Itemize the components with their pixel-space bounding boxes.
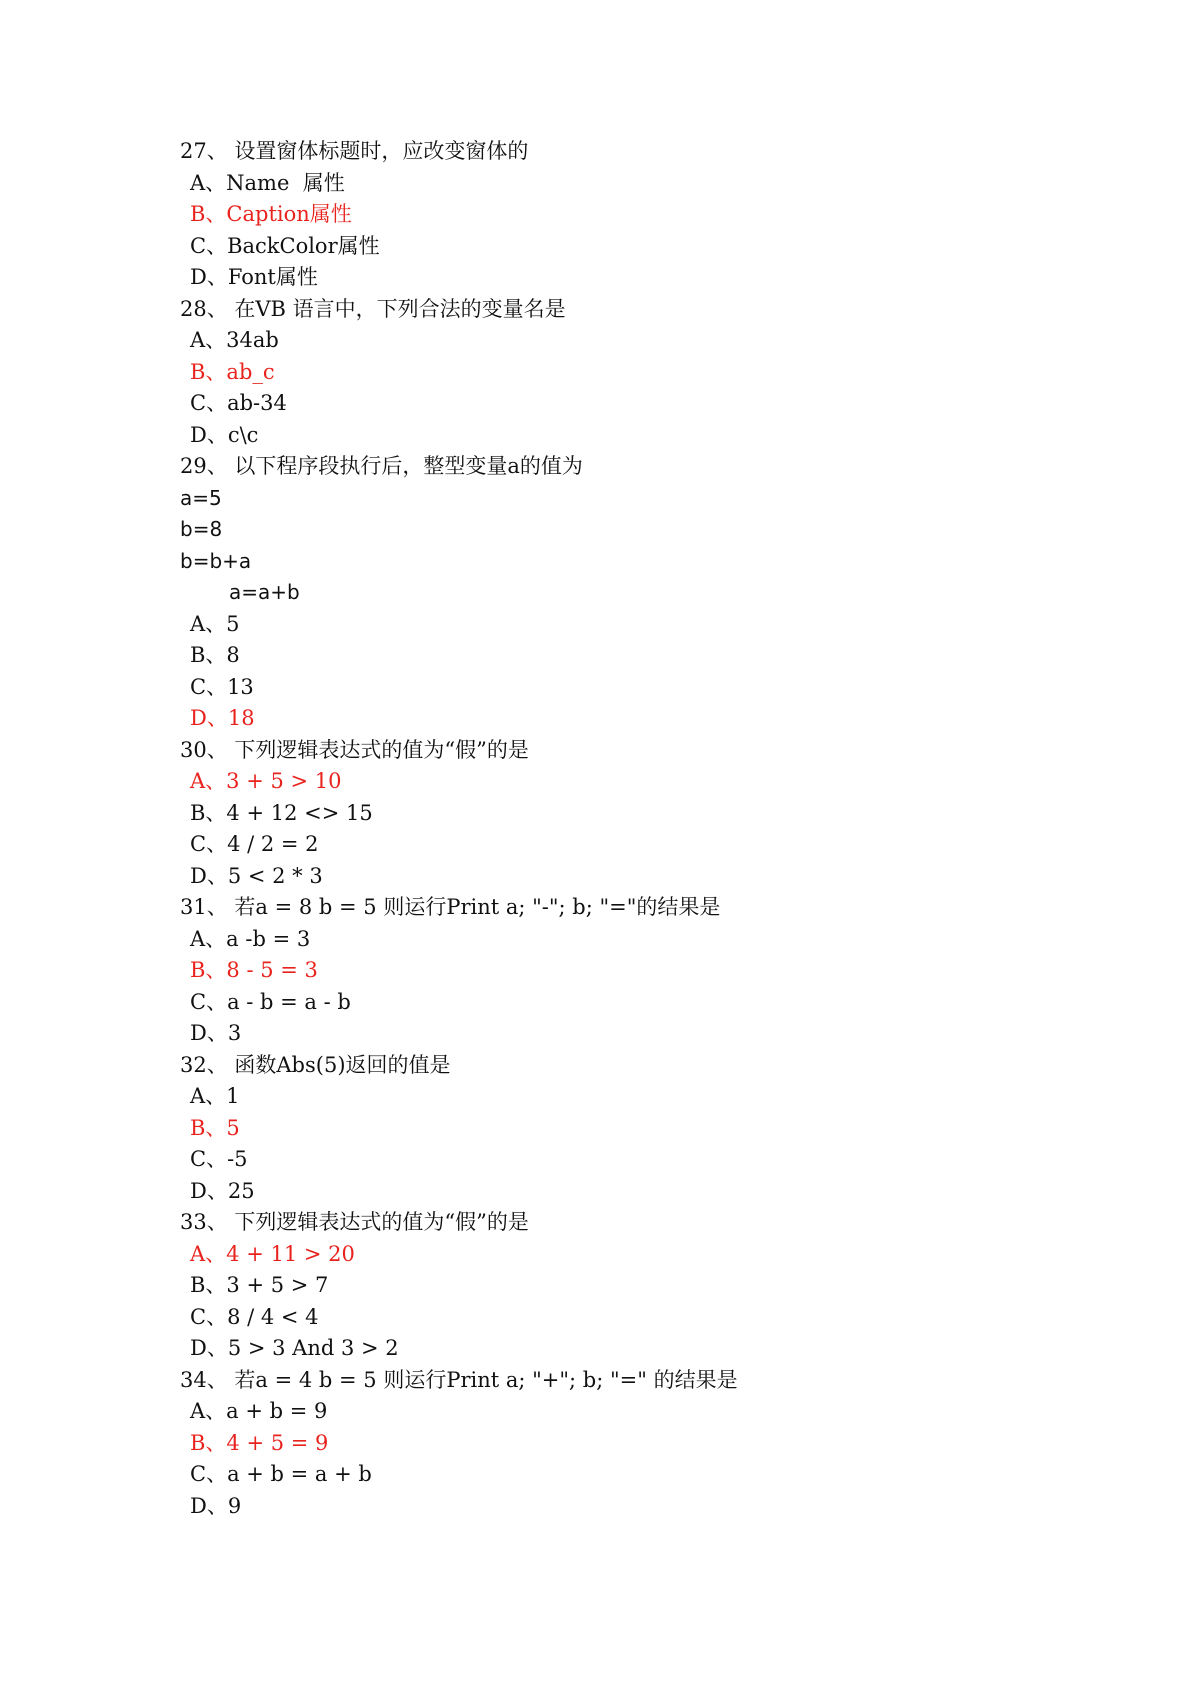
correct-option: B、4 + 5 = 9	[190, 1431, 329, 1455]
option: B、3 + 5 > 7	[190, 1273, 329, 1297]
option: D、c\c	[190, 423, 259, 447]
option: A、a + b = 9	[190, 1399, 328, 1423]
correct-option: D、18	[190, 706, 255, 730]
option: C、ab-34	[190, 391, 287, 415]
correct-option: B、8 - 5 = 3	[190, 958, 318, 982]
option: D、25	[190, 1179, 255, 1203]
correct-option: B、5	[190, 1116, 240, 1140]
option: D、Font属性	[190, 265, 318, 289]
code-line: a=a+b	[229, 580, 300, 604]
option: C、a + b = a + b	[190, 1462, 372, 1486]
question-28: 28、 在VB 语言中，下列合法的变量名是	[180, 297, 566, 321]
option: C、a - b = a - b	[190, 990, 351, 1014]
option: B、4 + 12 <> 15	[190, 801, 373, 825]
option: C、8 / 4 < 4	[190, 1305, 319, 1329]
option: A、Name 属性	[190, 171, 345, 195]
option: C、BackColor属性	[190, 234, 380, 258]
question-29: 29、 以下程序段执行后，整型变量a的值为	[180, 454, 583, 478]
question-33: 33、 下列逻辑表达式的值为“假”的是	[180, 1210, 529, 1234]
correct-option: A、3 + 5 > 10	[190, 769, 342, 793]
code-line: b=b+a	[180, 549, 252, 573]
correct-option: A、4 + 11 > 20	[190, 1242, 355, 1266]
question-27: 27、 设置窗体标题时，应改变窗体的	[180, 139, 529, 163]
option: D、9	[190, 1494, 242, 1518]
option: D、3	[190, 1021, 242, 1045]
question-32: 32、 函数Abs(5)返回的值是	[180, 1053, 451, 1077]
question-31: 31、 若a = 8 b = 5 则运行Print a; "-"; b; "="的结果是	[180, 895, 721, 919]
correct-option: B、Caption属性	[190, 202, 352, 226]
question-30: 30、 下列逻辑表达式的值为“假”的是	[180, 738, 529, 762]
option: B、8	[190, 643, 240, 667]
option: A、1	[190, 1084, 240, 1108]
option: C、13	[190, 675, 254, 699]
option: D、5 < 2 * 3	[190, 864, 323, 888]
correct-option: B、ab_c	[190, 360, 275, 384]
option: C、4 / 2 = 2	[190, 832, 319, 856]
question-34: 34、 若a = 4 b = 5 则运行Print a; "+"; b; "=" 的结果是	[180, 1368, 738, 1392]
option: A、a -b = 3	[190, 927, 311, 951]
option: A、34ab	[190, 328, 279, 352]
option: C、-5	[190, 1147, 248, 1171]
option: A、5	[190, 612, 240, 636]
code-line: a=5	[180, 486, 222, 510]
option: D、5 > 3 And 3 > 2	[190, 1336, 399, 1360]
code-line: b=8	[180, 517, 223, 541]
